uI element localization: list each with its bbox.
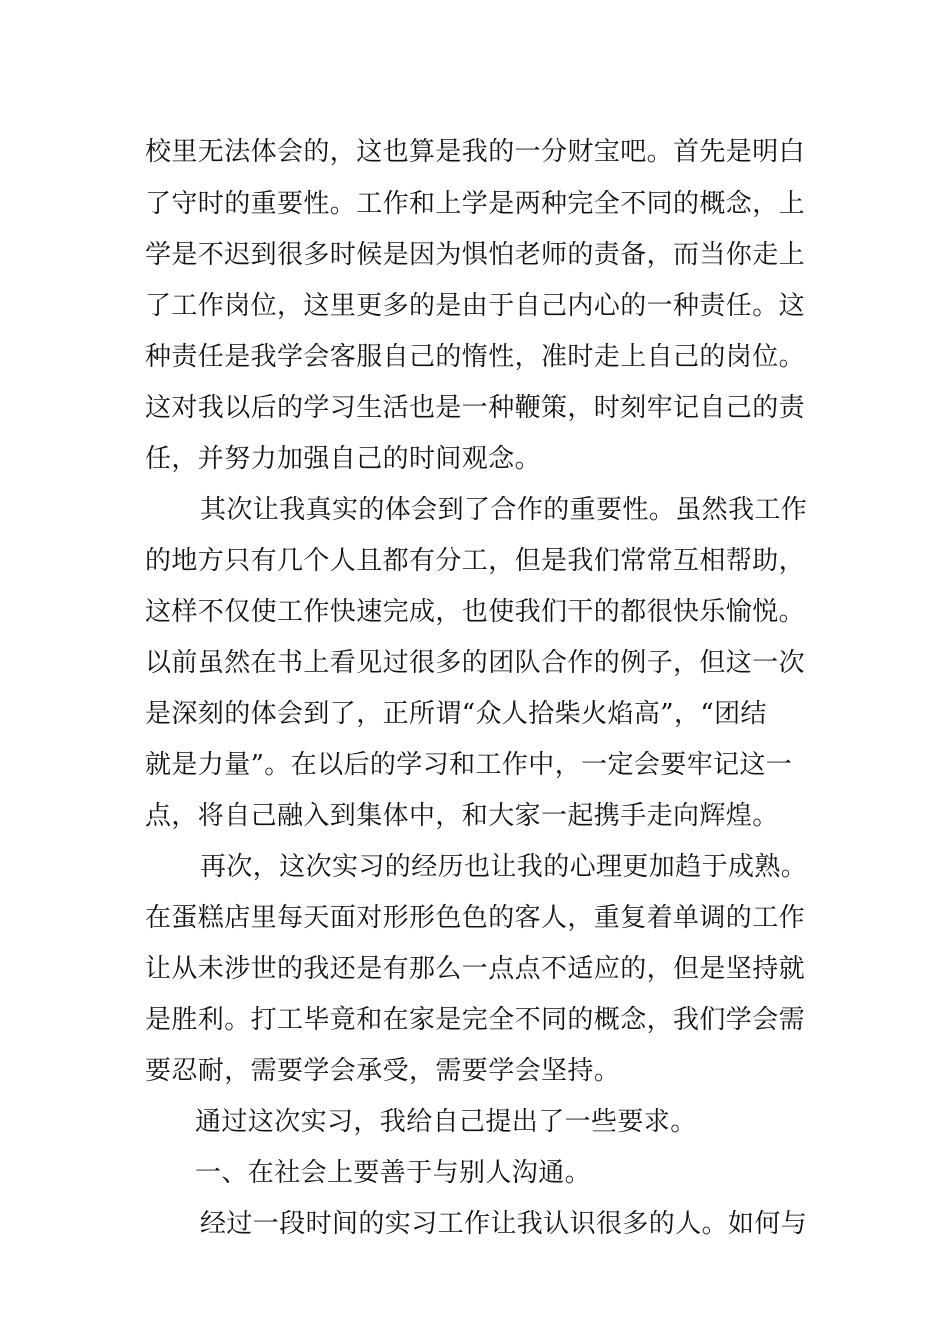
text-line: 就是力量”。在以后的学习和工作中，一定会要牢记这一: [145, 750, 793, 780]
text-line: 学是不迟到很多时候是因为惧怕老师的责备，而当你走上: [145, 240, 806, 270]
paragraph-first-line: 再次，这次实习的经历也让我的心理更加趋于成熟。: [200, 852, 808, 882]
text-line: 点，将自己融入到集体中，和大家一起携手走向辉煌。: [145, 801, 779, 831]
text-line: 在蛋糕店里每天面对形形色色的客人，重复着单调的工作: [145, 903, 806, 933]
text-line: 任，并努力加强自己的时间观念。: [145, 444, 542, 474]
text-line: 是深刻的体会到了，正所谓“众人拾柴火焰高”，“团结: [145, 699, 767, 729]
text-line: 了守时的重要性。工作和上学是两种完全不同的概念，上: [145, 189, 806, 219]
text-line: 了工作岗位，这里更多的是由于自己内心的一种责任。这: [145, 291, 806, 321]
text-line: 种责任是我学会客服自己的惰性，准时走上自己的岗位。: [145, 342, 806, 372]
text-line: 要忍耐，需要学会承受，需要学会坚持。: [145, 1056, 621, 1086]
text-line: 这样不仅使工作快速完成，也使我们干的都很快乐愉悦。: [145, 597, 806, 627]
text-line: 校里无法体会的，这也算是我的一分财宝吧。首先是明白: [145, 137, 806, 167]
paragraph-first-line: 经过一段时间的实习工作让我认识很多的人。如何与: [200, 1209, 808, 1239]
text-line: 的地方只有几个人且都有分工，但是我们常常互相帮助，: [145, 546, 806, 576]
paragraph-first-line: 其次让我真实的体会到了合作的重要性。虽然我工作: [200, 495, 808, 525]
text-line: 是胜利。打工毕竟和在家是完全不同的概念，我们学会需: [145, 1005, 806, 1035]
text-line: 让从未涉世的我还是有那么一点点不适应的，但是坚持就: [145, 954, 806, 984]
section-heading: 一、在社会上要善于与别人沟通。: [195, 1158, 592, 1188]
text-line: 以前虽然在书上看见过很多的团队合作的例子，但这一次: [145, 648, 806, 678]
text-line: 这对我以后的学习生活也是一种鞭策，时刻牢记自己的责: [145, 393, 806, 423]
paragraph-first-line: 通过这次实习，我给自己提出了一些要求。: [195, 1107, 697, 1137]
